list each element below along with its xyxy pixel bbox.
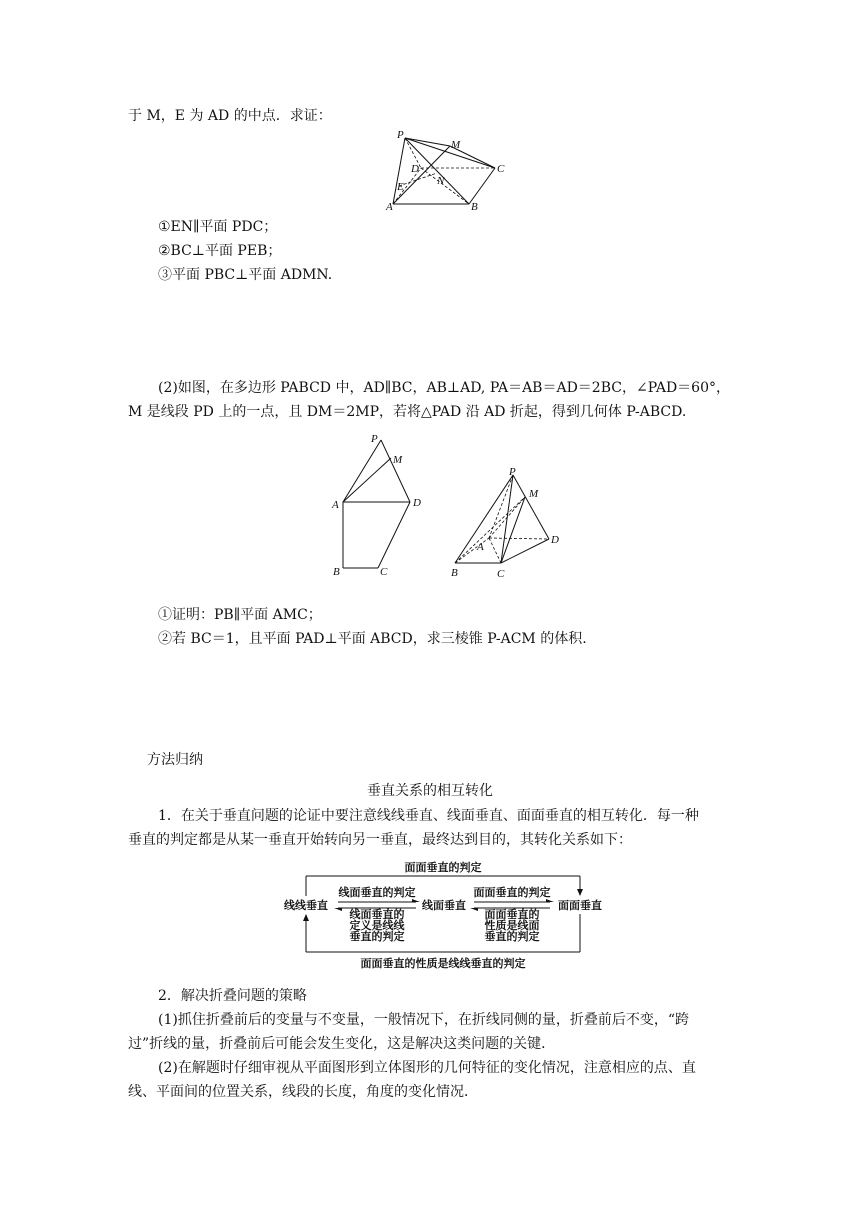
pyramid-figure-1 xyxy=(385,128,510,212)
fig2-left-label-B: B xyxy=(333,566,340,578)
fig1-label-D: D xyxy=(411,163,419,175)
method-p1-line-2: 垂直的判定都是从某一垂直开始转向另一垂直，最终达到目的，其转化关系如下： xyxy=(128,832,632,848)
method-title: 垂直关系的相互转化 xyxy=(367,783,493,799)
fig1-label-B: B xyxy=(471,201,478,212)
fig2-right-label-D: D xyxy=(551,534,559,546)
fig2-right-label-M: M xyxy=(529,488,539,500)
method-heading: 方法归纳 xyxy=(147,752,203,768)
diagram-arrow12-bottom-1: 线面垂直的 xyxy=(349,908,405,921)
diagram-top-label: 面面垂直的判定 xyxy=(404,861,482,874)
diagram-node-line-line: 线线垂直 xyxy=(284,899,328,912)
method-p2-2-line-1: (2)在解题时仔细审视从平面图形到立体图形的几何特征的变化情况，注意相应的点、直 xyxy=(158,1060,696,1076)
diagram-arrow23-bottom-1: 面面垂直的 xyxy=(484,908,540,921)
diagram-arrow23-top: 面面垂直的判定 xyxy=(473,886,551,899)
fig2-left-label-C: C xyxy=(380,566,388,578)
problem1-item-2: ②BC⊥平面 PEB； xyxy=(158,243,282,259)
fig1-label-A: A xyxy=(386,201,393,212)
diagram-node-line-plane: 线面垂直 xyxy=(422,899,466,912)
diagram-arrow12-bottom-3: 垂直的判定 xyxy=(349,930,405,943)
pyramid-figure-right xyxy=(443,463,571,581)
problem2-line-1: (2)如图，在多边形 PABCD 中，AD∥BC，AB⊥AD, PA＝AB＝AD＝2BC，∠PAD＝60°， xyxy=(158,380,730,396)
fig2-right-label-A: A xyxy=(477,541,484,553)
fig1-label-P: P xyxy=(397,129,404,141)
fig1-label-C: C xyxy=(497,163,505,175)
problem2-item-1: ①证明：PB∥平面 AMC； xyxy=(158,607,322,623)
diagram-arrow12-bottom-2: 定义是线线 xyxy=(349,919,405,932)
diagram-node-plane-plane: 面面垂直 xyxy=(558,899,602,912)
fig2-right-label-B: B xyxy=(451,567,458,579)
fig2-right-label-P: P xyxy=(509,466,516,478)
diagram-arrow12-top: 线面垂直的判定 xyxy=(338,886,416,899)
fig2-left-label-A: A xyxy=(332,499,339,511)
fig2-left-label-D: D xyxy=(413,497,421,509)
fig2-left-label-M: M xyxy=(393,454,403,466)
diagram-arrow23-bottom-2: 性质是线面 xyxy=(484,919,540,932)
problem2-line-2: M 是线段 PD 上的一点，且 DM＝2MP，若将△PAD 沿 AD 折起，得到几何体 P-ABCD. xyxy=(128,404,687,420)
method-p2-1-line-2: 过”折线的量，折叠前后可能会发生变化，这是解决这类问题的关键． xyxy=(128,1036,556,1052)
method-p2-2-line-2: 线、平面间的位置关系，线段的长度，角度的变化情况． xyxy=(128,1084,478,1100)
method-p2-1-line-1: (1)抓住折叠前后的变量与不变量，一般情况下，在折线同侧的量，折叠前后不变，“跨 xyxy=(158,1012,689,1028)
method-p2: 2．解决折叠问题的策略 xyxy=(158,988,307,1004)
fig1-label-E: E xyxy=(397,181,404,193)
problem1-intro: 于 M，E 为 AD 的中点．求证： xyxy=(128,108,332,124)
diagram-arrow23-bottom-3: 垂直的判定 xyxy=(484,930,540,943)
perpendicular-conversion-diagram xyxy=(278,856,608,974)
problem1-item-1: ①EN∥平面 PDC； xyxy=(158,219,278,235)
problem1-item-3: ③平面 PBC⊥平面 ADMN. xyxy=(158,267,333,283)
problem2-item-2: ②若 BC＝1，且平面 PAD⊥平面 ABCD，求三棱锥 P-ACM 的体积. xyxy=(158,631,587,647)
polygon-figure-left xyxy=(325,428,435,580)
fig1-label-N: N xyxy=(437,175,445,187)
fig2-right-label-C: C xyxy=(497,568,505,580)
method-p1-line-1: 1．在关于垂直问题的论证中要注意线线垂直、线面垂直、面面垂直的相互转化．每一种 xyxy=(158,808,699,824)
fig2-left-label-P: P xyxy=(371,433,378,445)
fig1-label-M: M xyxy=(451,139,461,151)
diagram-bottom-label: 面面垂直的性质是线线垂直的判定 xyxy=(360,957,526,970)
